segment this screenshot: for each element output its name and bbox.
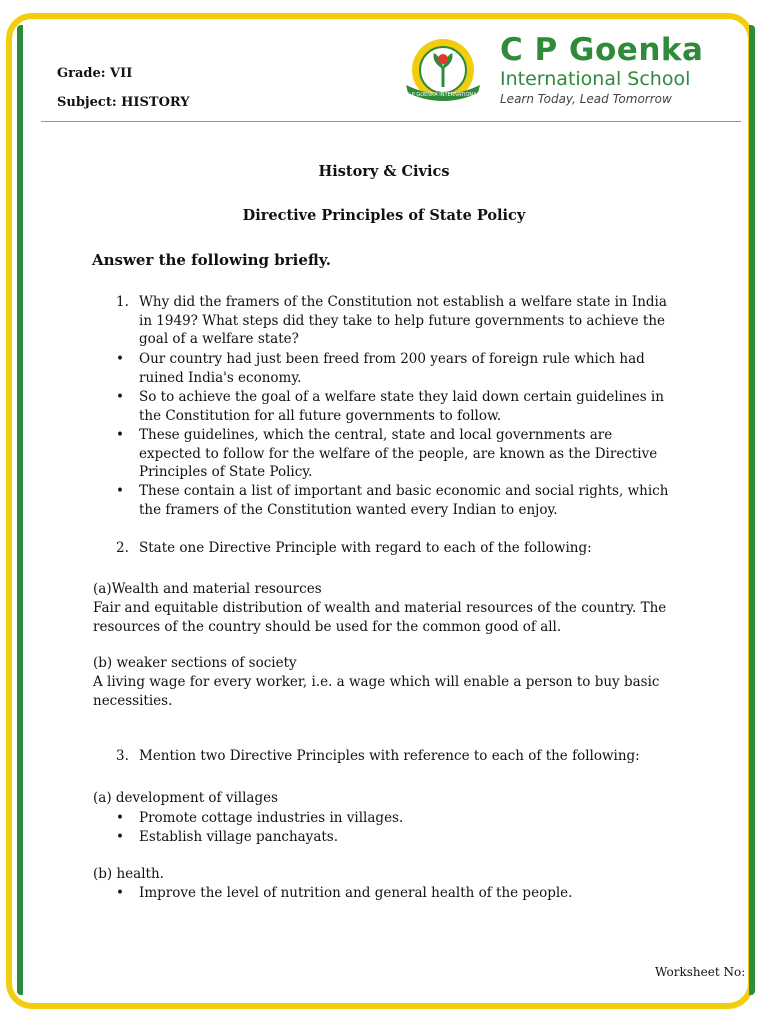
bullet-icon: • (116, 483, 124, 499)
school-logo (398, 37, 488, 107)
logo-ring-text: C P GOENKA INTERNATIONAL (406, 92, 480, 98)
subject-title: History & Civics (318, 163, 450, 180)
school-tagline: Learn Today, Lead Tomorrow (500, 92, 672, 106)
question-number: 3. (116, 748, 129, 764)
list-item: • Promote cottage industries in villages. (116, 810, 404, 826)
list-item: • Our country had just been freed from 200 years of foreign rule which had ruined India's economy. (116, 351, 645, 386)
chapter-title: Directive Principles of State Policy (242, 207, 526, 224)
part-label: (a)Wealth and material resources (93, 581, 322, 597)
question-number: 2. (116, 540, 129, 556)
question-text: Why did the framers of the Constitution not establish a welfare state in India in 1949? What steps did they take to help future governments to achieve the goal of a welfare state? (139, 294, 667, 348)
grade-label: Grade: VII (57, 66, 133, 81)
question-number: 1. (116, 294, 129, 310)
bullet-icon: • (116, 810, 124, 826)
subject-label: Subject: HISTORY (57, 95, 190, 110)
part-label: (b) health. (93, 866, 164, 882)
worksheet-number: Worksheet No: (655, 965, 746, 979)
header-divider (41, 121, 741, 122)
question-text: Mention two Directive Principles with reference to each of the following: (139, 748, 640, 764)
part-label: (a) development of villages (93, 790, 279, 806)
part-answer: A living wage for every worker, i.e. a wage which will enable a person to buy basic necessities. (93, 674, 660, 709)
list-item: • So to achieve the goal of a welfare state they laid down certain guidelines in the Constitution for all future governments to follow. (116, 389, 664, 424)
part-answer: Fair and equitable distribution of wealth and material resources of the country. The resources of the country should be used for the common good of all. (93, 600, 667, 635)
question-text: State one Directive Principle with regard to each of the following: (139, 540, 592, 556)
school-subtitle: International School (500, 68, 691, 90)
school-name: C P Goenka (500, 32, 704, 68)
list-item: • These guidelines, which the central, state and local governments are expected to follow for the welfare of the people, are known as the Directive Principles of State Policy. (116, 427, 658, 481)
bullet-icon: • (116, 829, 124, 845)
list-item: • Establish village panchayats. (116, 829, 339, 845)
bullet-icon: • (116, 885, 124, 901)
question-3 (116, 747, 676, 766)
bullet-icon: • (116, 351, 124, 367)
bullet-icon: • (116, 427, 124, 443)
question-1 (116, 293, 676, 349)
list-item: • Improve the level of nutrition and general health of the people. (116, 885, 573, 901)
instruction-heading: Answer the following briefly. (92, 251, 332, 269)
part-label: (b) weaker sections of society (93, 655, 297, 671)
bullet-icon: • (116, 389, 124, 405)
list-item: • These contain a list of important and basic economic and social rights, which the framers of the Constitution wanted every Indian to enjoy. (116, 483, 669, 518)
question-2 (116, 539, 676, 558)
